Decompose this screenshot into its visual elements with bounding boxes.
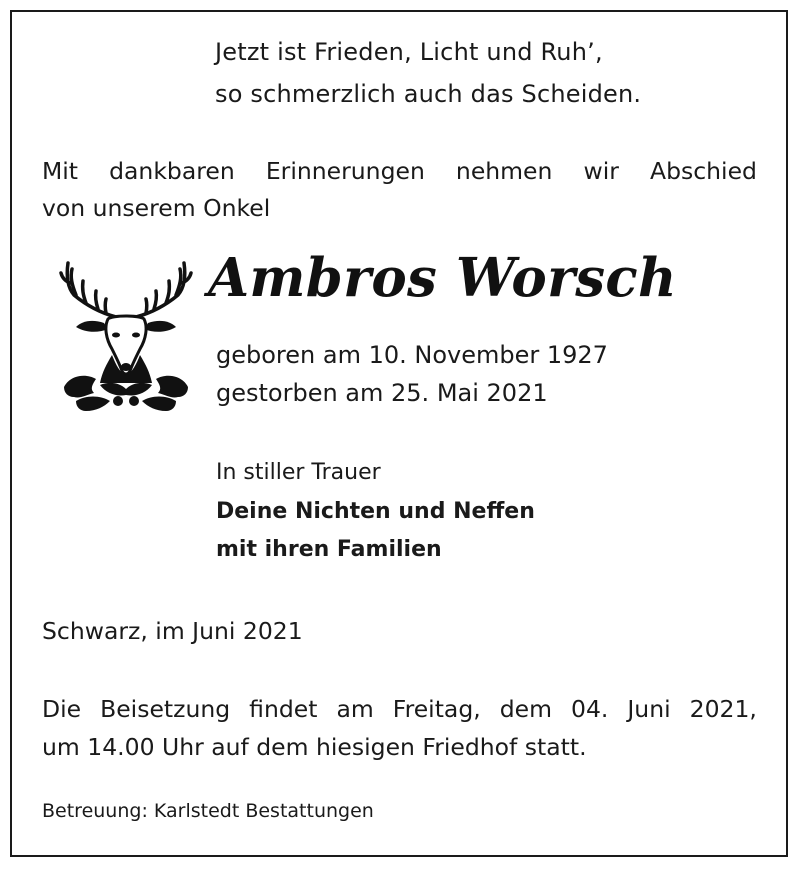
intro-word: Abschied bbox=[650, 157, 757, 185]
mourners-line-1: Deine Nichten und Neffen bbox=[216, 499, 535, 524]
place-date: Schwarz, im Juni 2021 bbox=[42, 617, 303, 645]
intro-line-1 bbox=[42, 157, 757, 185]
deer-head-with-oak-leaves-icon bbox=[56, 255, 196, 415]
funeral-home-credit: Betreuung: Karlstedt Bestattungen bbox=[42, 800, 374, 822]
burial-word: dem bbox=[499, 695, 552, 723]
intro-word: dankbaren bbox=[109, 157, 235, 185]
mourners-line-2: mit ihren Familien bbox=[216, 537, 442, 562]
intro-word: Mit bbox=[42, 157, 79, 185]
burial-word: findet bbox=[249, 695, 318, 723]
death-date: gestorben am 25. Mai 2021 bbox=[216, 379, 548, 407]
burial-line-2: um 14.00 Uhr auf dem hiesigen Friedhof statt. bbox=[42, 733, 587, 761]
burial-line-1 bbox=[42, 695, 757, 723]
burial-word: Beisetzung bbox=[100, 695, 231, 723]
notice-border bbox=[10, 10, 788, 857]
burial-word: 2021, bbox=[689, 695, 757, 723]
deceased-name: Ambros Worsch bbox=[208, 247, 677, 309]
burial-word: Die bbox=[42, 695, 82, 723]
burial-word: Juni bbox=[627, 695, 671, 723]
burial-word: am bbox=[336, 695, 374, 723]
quote-line-2: so schmerzlich auch das Scheiden. bbox=[215, 80, 642, 108]
intro-word: wir bbox=[583, 157, 619, 185]
burial-word: 04. bbox=[571, 695, 609, 723]
intro-word: nehmen bbox=[455, 157, 553, 185]
mourners-intro: In stiller Trauer bbox=[216, 460, 381, 485]
quote-line-1: Jetzt ist Frieden, Licht und Ruh’, bbox=[215, 38, 603, 66]
burial-word: Freitag, bbox=[392, 695, 481, 723]
intro-word: Erinnerungen bbox=[265, 157, 425, 185]
birth-date: geboren am 10. November 1927 bbox=[216, 341, 608, 369]
intro-line-2: von unserem Onkel bbox=[42, 194, 271, 222]
